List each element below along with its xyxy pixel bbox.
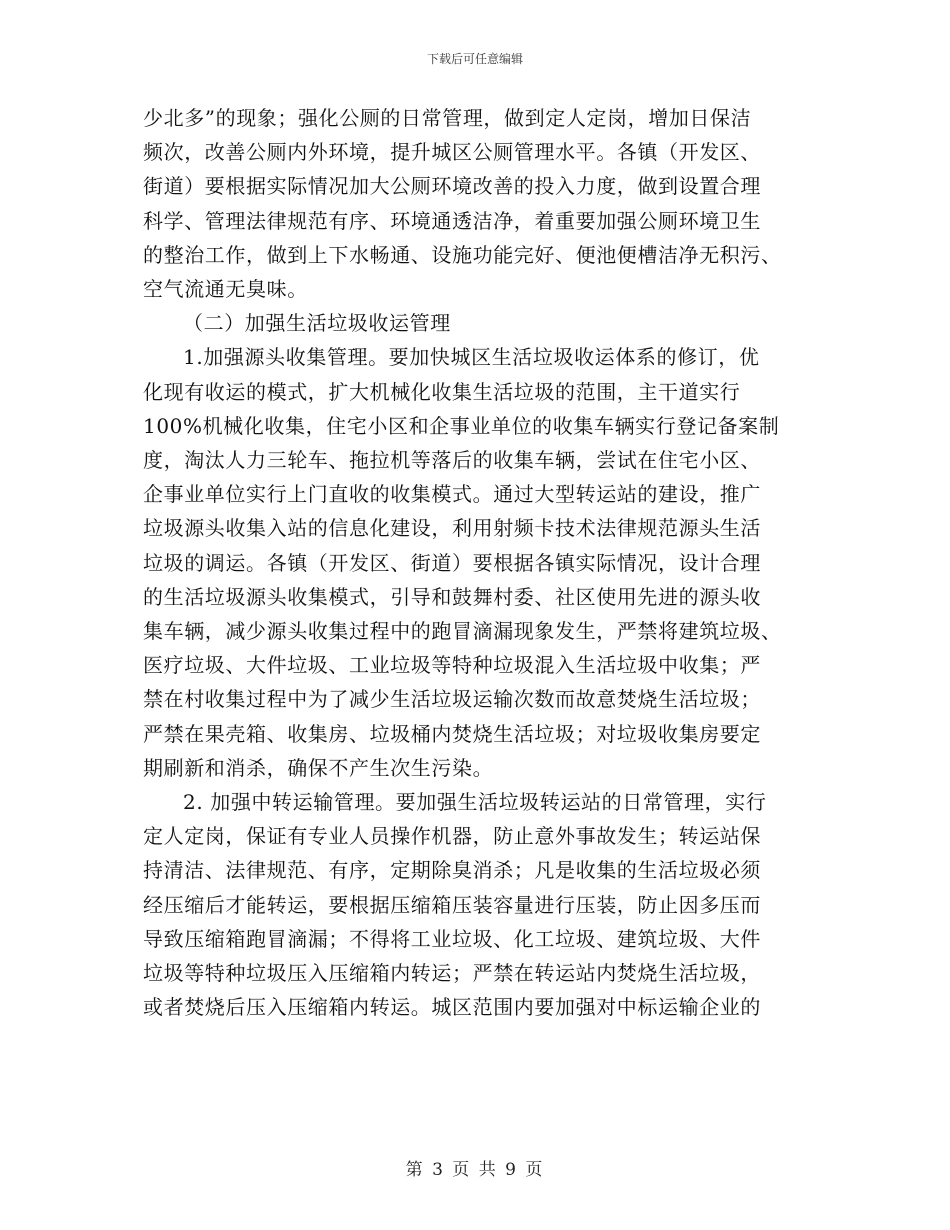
text-line: 经压缩后才能转运，要根据压缩箱压装容量进行压装，防止因多压而 bbox=[143, 892, 761, 917]
text-line: 空气流通无臭味。 bbox=[143, 277, 308, 302]
document-body bbox=[143, 101, 810, 1024]
text-line: 科学、管理法律规范有序、环境通透洁净，着重要加强公厕环境卫生 bbox=[143, 208, 761, 233]
text-line: 企事业单位实行上门直收的收集模式。通过大型转运站的建设，推广 bbox=[143, 482, 761, 507]
text-line: 频次，改善公厕内外环境，提升城区公厕管理水平。各镇（开发区、 bbox=[143, 140, 761, 165]
page-header: 下载后可任意编辑 bbox=[426, 52, 523, 66]
text-line: 期刷新和消杀，确保不产生次生污染。 bbox=[143, 755, 494, 780]
text-line: 垃圾等特种垃圾压入压缩箱内转运；严禁在转运站内焚烧生活垃圾， bbox=[143, 961, 761, 986]
text-line: 禁在村收集过程中为了减少生活垃圾运输次数而故意焚烧生活垃圾； bbox=[143, 687, 761, 712]
section-heading: （二）加强生活垃圾收运管理 bbox=[183, 311, 451, 336]
text-line: 垃圾源头收集入站的信息化建设，利用射频卡技术法律规范源头生活 bbox=[143, 516, 761, 541]
text-line: 集车辆，减少源头收集过程中的跑冒滴漏现象发生，严禁将建筑垃圾、 bbox=[143, 619, 782, 644]
paragraph-start: 1.加强源头收集管理。要加快城区生活垃圾收运体系的修订，优 bbox=[183, 345, 760, 370]
text-line: 或者焚烧后压入压缩箱内转运。城区范围内要加强对中标运输企业的 bbox=[143, 995, 761, 1020]
text-line: 医疗垃圾、大件垃圾、工业垃圾等特种垃圾混入生活垃圾中收集；严 bbox=[143, 653, 761, 678]
text-line: 导致压缩箱跑冒滴漏；不得将工业垃圾、化工垃圾、建筑垃圾、大件 bbox=[143, 926, 761, 951]
page-footer: 第 3 页 共 9 页 bbox=[405, 1160, 545, 1180]
text-line: 化现有收运的模式，扩大机械化收集生活垃圾的范围，主干道实行 bbox=[143, 379, 741, 404]
text-line: 度，淘汰人力三轮车、拖拉机等落后的收集车辆，尝试在住宅小区、 bbox=[143, 448, 761, 473]
text-line: 街道）要根据实际情况加大公厕环境改善的投入力度，做到设置合理 bbox=[143, 174, 761, 199]
text-line: 严禁在果壳箱、收集房、垃圾桶内焚烧生活垃圾；对垃圾收集房要定 bbox=[143, 721, 761, 746]
text-line: 少北多”的现象；强化公厕的日常管理，做到定人定岗，增加日保洁 bbox=[143, 106, 752, 130]
text-line: 100%机械化收集，住宅小区和企事业单位的收集车辆实行登记备案制 bbox=[143, 413, 780, 438]
text-line: 的生活垃圾源头收集模式，引导和鼓舞村委、社区使用先进的源头收 bbox=[143, 584, 761, 609]
text-line: 持清洁、法律规范、有序，定期除臭消杀；凡是收集的生活垃圾必须 bbox=[143, 858, 761, 883]
text-line: 的整治工作，做到上下水畅通、设施功能完好、便池便槽洁净无积污、 bbox=[143, 242, 782, 267]
text-line: 定人定岗，保证有专业人员操作机器，防止意外事故发生；转运站保 bbox=[143, 824, 761, 849]
text-line: 垃圾的调运。各镇（开发区、街道）要根据各镇实际情况，设计合理 bbox=[143, 550, 761, 575]
paragraph-start: 2. 加强中转运输管理。要加强生活垃圾转运站的日常管理，实行 bbox=[183, 790, 767, 815]
